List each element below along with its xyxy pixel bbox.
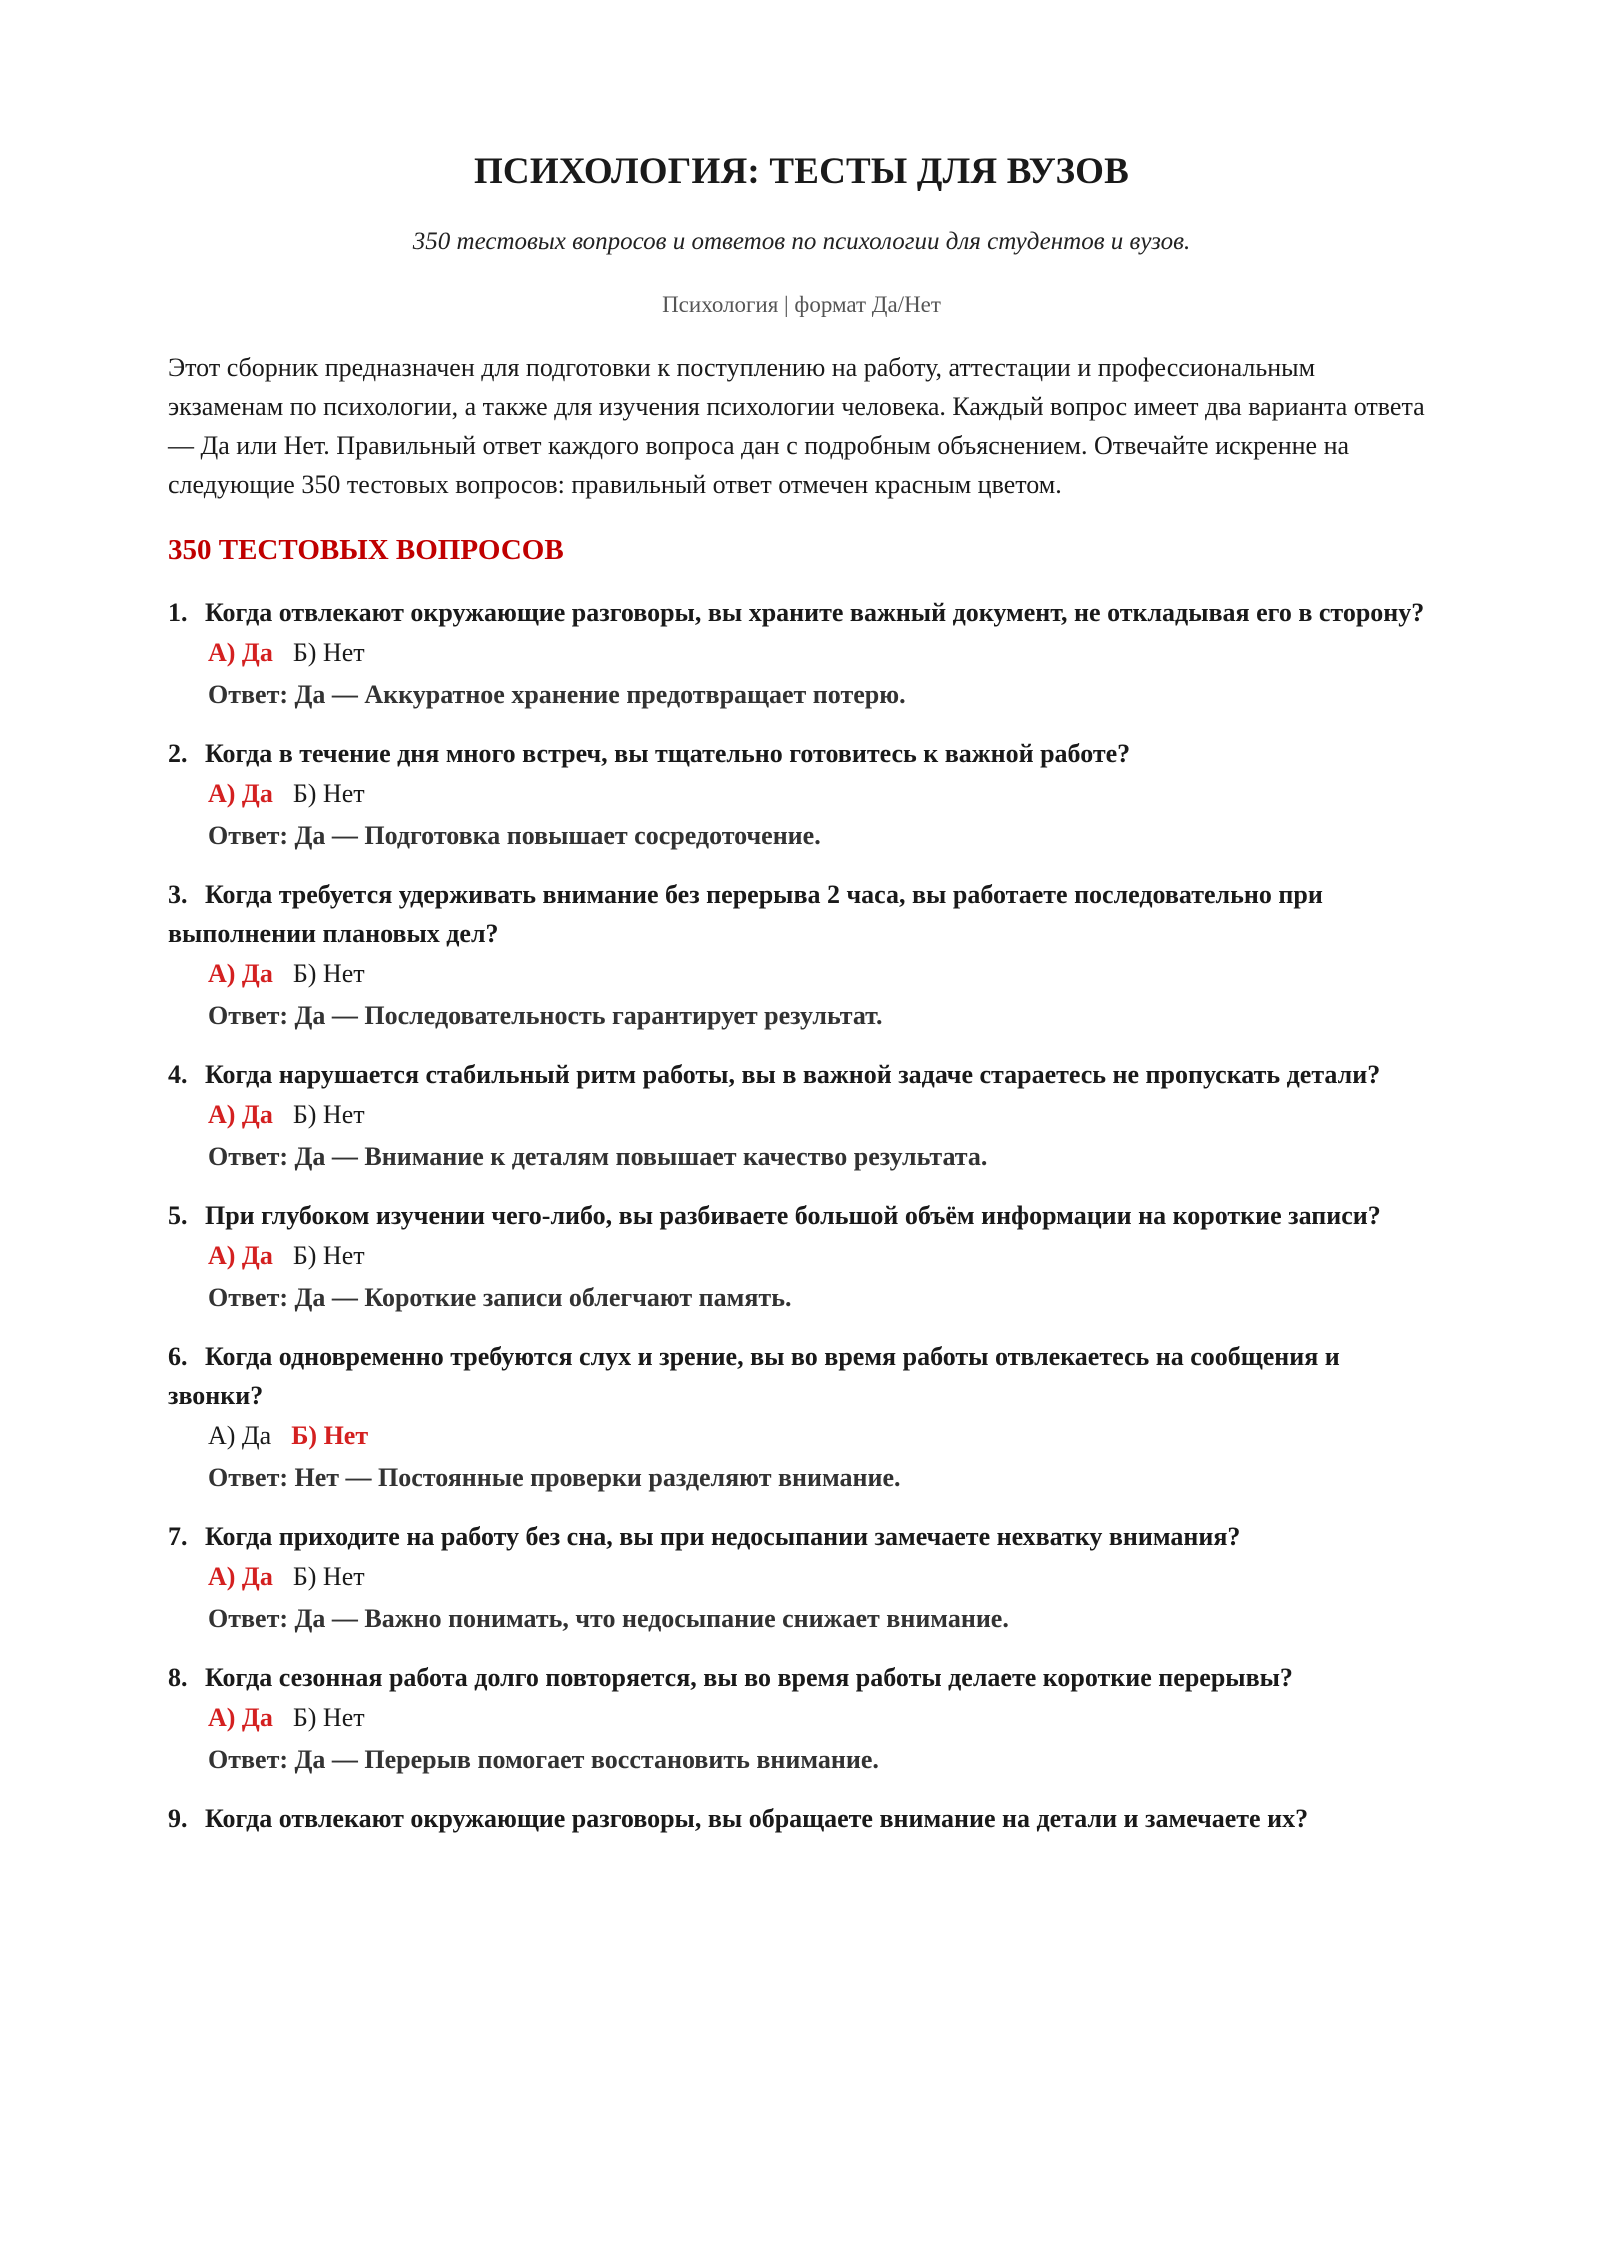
answer-options xyxy=(168,953,1435,995)
option: Б) Нет xyxy=(292,1241,365,1271)
question-text xyxy=(168,593,1435,632)
answer-explanation: Ответ: Да — Перерыв помогает восстановить внимание. xyxy=(208,1745,879,1775)
option-correct: Б) Нет xyxy=(291,1421,369,1451)
answer-explanation: Ответ: Нет — Постоянные проверки разделяют внимание. xyxy=(208,1463,901,1493)
answer-options xyxy=(168,1415,1435,1457)
section-heading: 350 ТЕСТОВЫХ ВОПРОСОВ xyxy=(168,534,564,567)
question-item xyxy=(168,1658,1435,1781)
option-correct: А) Да xyxy=(208,959,273,989)
option: Б) Нет xyxy=(292,1100,365,1130)
document-meta: Психология | формат Да/Нет xyxy=(662,292,941,318)
question-body: При глубоком изучении чего-либо, вы разбиваете большой объём информации на короткие записи? xyxy=(205,1201,1381,1231)
question-body: Когда требуется удерживать внимание без перерыва 2 часа, вы работаете последовательно при выполнении плановых дел? xyxy=(168,880,1323,949)
question-number: 8. xyxy=(168,1663,188,1693)
question-number: 7. xyxy=(168,1522,188,1552)
question-item xyxy=(168,1055,1435,1178)
question-item xyxy=(168,593,1435,716)
answer-options xyxy=(168,1556,1435,1598)
question-body: Когда приходите на работу без сна, вы при недосыпании замечаете нехватку внимания? xyxy=(205,1522,1241,1552)
question-text xyxy=(168,1658,1435,1697)
option: Б) Нет xyxy=(292,1562,365,1592)
option-correct: А) Да xyxy=(208,638,273,668)
question-item xyxy=(168,1337,1435,1499)
question-text xyxy=(168,1337,1435,1415)
option: А) Да xyxy=(208,1421,272,1451)
question-item xyxy=(168,734,1435,857)
answer-explanation: Ответ: Да — Внимание к деталям повышает качество результата. xyxy=(208,1142,988,1172)
answer-options xyxy=(168,1235,1435,1277)
question-text xyxy=(168,734,1435,773)
question-body: Когда отвлекают окружающие разговоры, вы храните важный документ, не откладывая его в сторону? xyxy=(205,598,1425,628)
question-body: Когда одновременно требуются слух и зрение, вы во время работы отвлекаетесь на сообщения и звонки? xyxy=(168,1342,1340,1411)
question-item xyxy=(168,1799,1435,1838)
answer-explanation: Ответ: Да — Последовательность гарантирует результат. xyxy=(208,1001,883,1031)
answer-options xyxy=(168,632,1435,674)
answer-options xyxy=(168,1697,1435,1739)
question-item xyxy=(168,875,1435,1037)
option-correct: А) Да xyxy=(208,1241,273,1271)
document-title: ПСИХОЛОГИЯ: ТЕСТЫ ДЛЯ ВУЗОВ xyxy=(473,151,1130,192)
question-number: 5. xyxy=(168,1201,188,1231)
question-text xyxy=(168,1799,1435,1838)
question-body: Когда отвлекают окружающие разговоры, вы обращаете внимание на детали и замечаете их? xyxy=(205,1804,1309,1834)
answer-explanation: Ответ: Да — Подготовка повышает сосредоточение. xyxy=(208,821,821,851)
answer-explanation: Ответ: Да — Короткие записи облегчают память. xyxy=(208,1283,792,1313)
option-correct: А) Да xyxy=(208,1100,273,1130)
question-number: 3. xyxy=(168,880,188,910)
document-subtitle: 350 тестовых вопросов и ответов по психологии для студентов и вузов. xyxy=(412,228,1191,256)
question-number: 9. xyxy=(168,1804,188,1834)
question-item xyxy=(168,1517,1435,1640)
question-number: 1. xyxy=(168,598,188,628)
question-text xyxy=(168,875,1435,953)
question-list xyxy=(168,593,1435,1838)
option: Б) Нет xyxy=(292,638,365,668)
answer-options xyxy=(168,1094,1435,1136)
option-correct: А) Да xyxy=(208,1562,273,1592)
question-body: Когда сезонная работа долго повторяется, вы во время работы делаете короткие перерывы? xyxy=(205,1663,1293,1693)
question-text xyxy=(168,1196,1435,1235)
option: Б) Нет xyxy=(292,959,365,989)
option: Б) Нет xyxy=(292,1703,365,1733)
question-number: 4. xyxy=(168,1060,188,1090)
question-body: Когда в течение дня много встреч, вы тщательно готовитесь к важной работе? xyxy=(205,739,1131,769)
answer-explanation: Ответ: Да — Важно понимать, что недосыпание снижает внимание. xyxy=(208,1604,1009,1634)
question-text xyxy=(168,1055,1435,1094)
question-item xyxy=(168,1196,1435,1319)
question-number: 6. xyxy=(168,1342,188,1372)
question-body: Когда нарушается стабильный ритм работы, вы в важной задаче стараетесь не пропускать детали? xyxy=(205,1060,1381,1090)
option: Б) Нет xyxy=(292,779,365,809)
question-text xyxy=(168,1517,1435,1556)
answer-explanation: Ответ: Да — Аккуратное хранение предотвращает потерю. xyxy=(208,680,906,710)
question-number: 2. xyxy=(168,739,188,769)
answer-options xyxy=(168,773,1435,815)
option-correct: А) Да xyxy=(208,1703,273,1733)
option-correct: А) Да xyxy=(208,779,273,809)
intro-paragraph: Этот сборник предназначен для подготовки к поступлению на работу, аттестации и профессиональным экзаменам по психологии, а также для изучения психологии человека. Каждый вопрос имеет два варианта ответа — Да или Нет. Правильный ответ каждого вопроса дан с подробным объяснением. Отвечайте искренне на следующие 350 тестовых вопросов: правильный ответ отмечен красным цветом. xyxy=(168,353,1425,500)
